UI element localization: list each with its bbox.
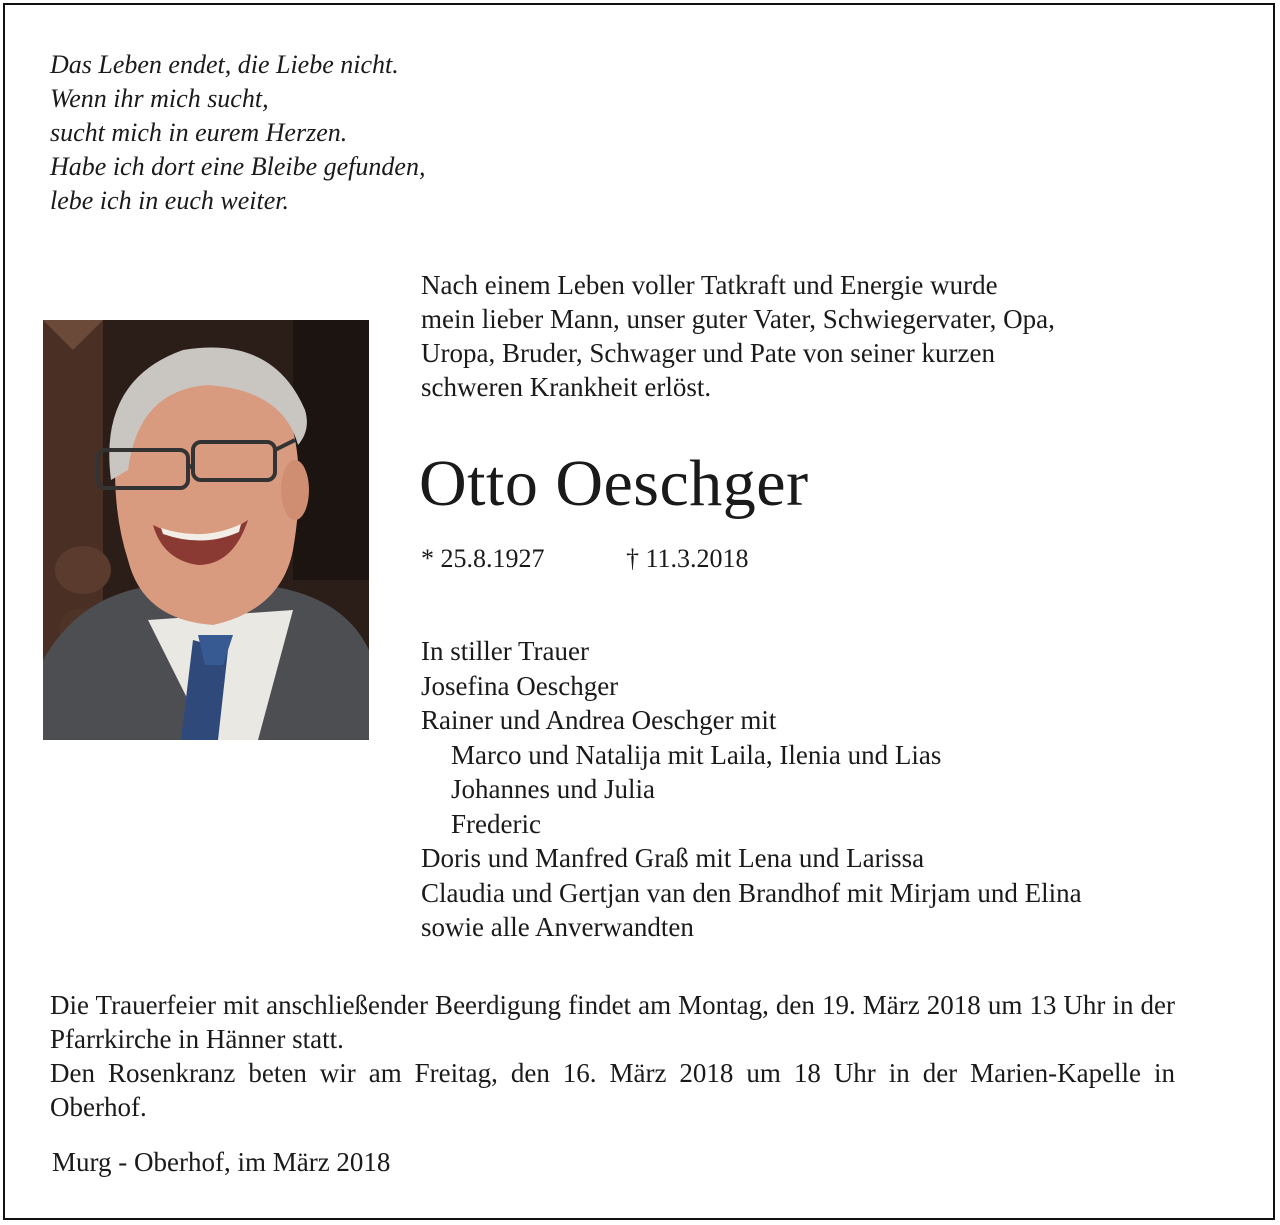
birth-date: * 25.8.1927 (421, 544, 545, 573)
mourner-line: Josefina Oeschger (421, 670, 619, 701)
poem-line: Das Leben endet, die Liebe nicht. (50, 50, 399, 79)
mourner-line: Frederic (451, 808, 541, 839)
place-and-date: Murg - Oberhof, im März 2018 (52, 1147, 391, 1177)
intro-line: schweren Krankheit erlöst. (421, 372, 712, 402)
service-details (50, 988, 1175, 1124)
deceased-name: Otto Oeschger (419, 447, 809, 520)
intro-line: Nach einem Leben voller Tatkraft und Energie wurde (421, 270, 998, 300)
portrait-photo (43, 320, 369, 740)
mourner-line: sowie alle Anverwandten (421, 912, 694, 942)
mourner-line: Johannes und Julia (451, 774, 655, 804)
mourner-line: Claudia und Gertjan van den Brandhof mit Mirjam und Elina (421, 877, 1082, 908)
rosary-info: Den Rosenkranz beten wir am Freitag, den 16. März 2018 um 18 Uhr in der Marien-Kapelle in Oberhof. (50, 1058, 1175, 1122)
death-date: † 11.3.2018 (626, 544, 749, 573)
mourner-line: Doris und Manfred Graß mit Lena und Larissa (421, 843, 925, 873)
mourner-line: Rainer und Andrea Oeschger mit (421, 705, 777, 735)
life-dates (421, 542, 749, 576)
poem-line: lebe ich in euch weiter. (50, 186, 289, 215)
intro-line: mein lieber Mann, unser guter Vater, Schwiegervater, Opa, (421, 304, 1055, 334)
intro-line: Uropa, Bruder, Schwager und Pate von seiner kurzen (421, 338, 995, 368)
poem-line: Wenn ihr mich sucht, (50, 84, 269, 113)
mourners-list (421, 634, 1082, 945)
intro-text (421, 268, 1055, 404)
poem-line: sucht mich in eurem Herzen. (50, 118, 348, 147)
mourner-line: Marco und Natalija mit Laila, Ilenia und Lias (451, 739, 942, 770)
memorial-poem (50, 48, 425, 218)
poem-line: Habe ich dort eine Bleibe gefunden, (50, 152, 426, 181)
funeral-info: Die Trauerfeier mit anschließender Beerdigung findet am Montag, den 19. März 2018 um 13 Uhr in der Pfarrkirche in Hänner statt. (50, 990, 1175, 1054)
mourners-heading: In stiller Trauer (421, 636, 589, 666)
